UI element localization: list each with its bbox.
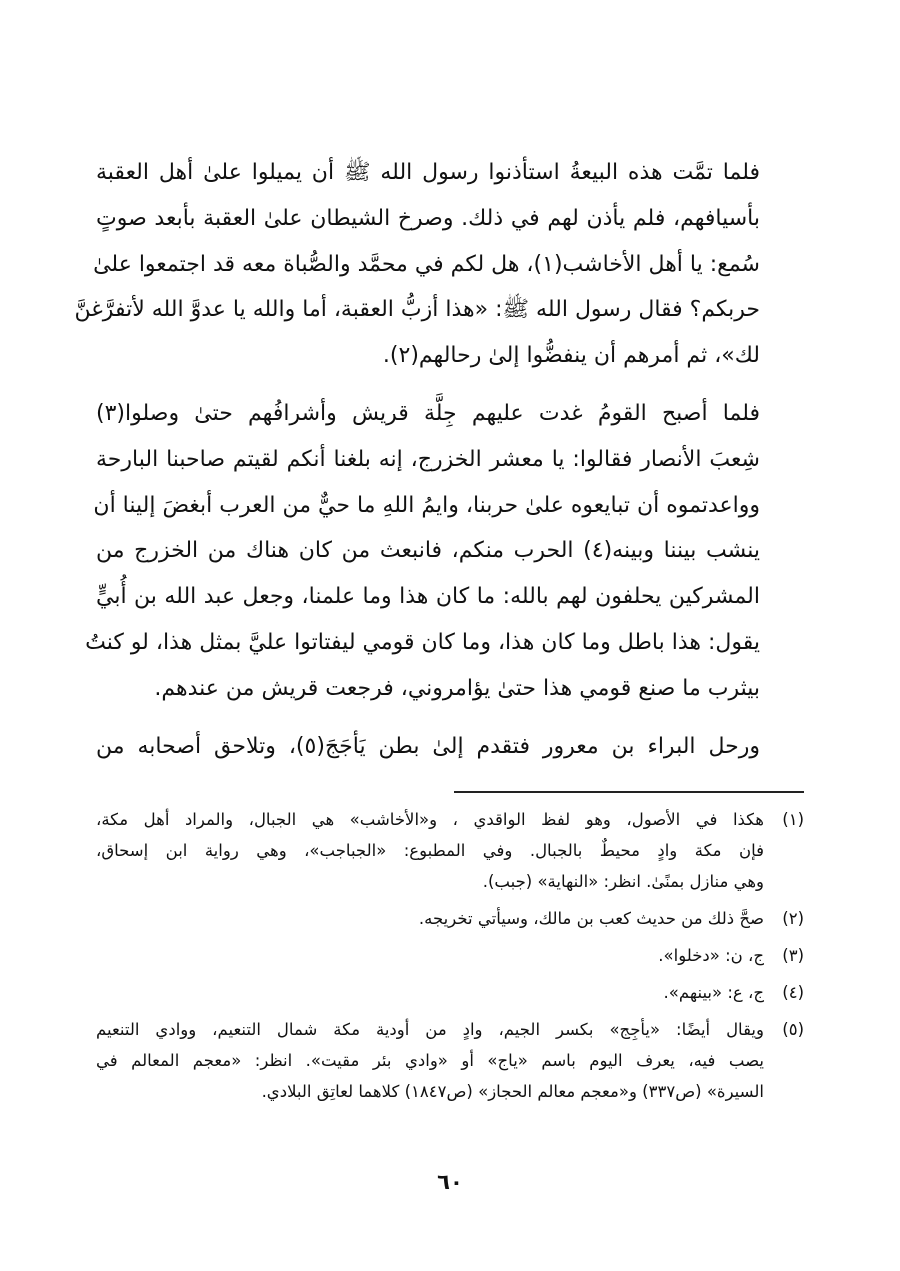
text-line: بيثرب ما صنع قومي هذا حتىٰ يؤامروني، فرجعت قريش من عندهم. <box>154 675 760 701</box>
footnotes <box>96 804 804 1113</box>
paragraph-3 <box>96 724 804 770</box>
text-line: يقول: هذا باطل وما كان هذا، وما كان قومي ليفتاتوا عليَّ بمثل هذا، لو كنتُ <box>85 629 760 655</box>
text-line: بأسيافهم، فلم يأذن لهم في ذلك. وصرخ الشيطان علىٰ العقبة بأبعد صوتٍ <box>96 205 760 231</box>
text-line: شِعبَ الأنصار فقالوا: يا معشر الخزرج، إنه بلغنا أنكم لقيتم صاحبنا البارحة <box>96 446 760 472</box>
footnote-number: (٢) <box>782 909 804 928</box>
footnote-5 <box>96 1014 804 1107</box>
footnote-number: (٥) <box>782 1020 804 1039</box>
footnote-number: (١) <box>782 810 804 829</box>
footnote-3 <box>96 940 804 971</box>
main-text <box>74 150 804 769</box>
footnote-line: ج، ع: «بينهم». <box>663 983 764 1002</box>
text-line: حربكم؟ فقال رسول الله ﷺ: «هذا أزبُّ العقبة، أما والله يا عدوَّ الله لأتفرَّغنَّ <box>74 297 760 323</box>
footnote-line: ج، ن: «دخلوا». <box>658 946 764 965</box>
footnote-4 <box>96 977 804 1008</box>
text-line: وواعدتموه أن تبايعوه علىٰ حربنا، وايمُ اللهِ ما حيٌّ من العرب أبغضَ إلينا أن <box>93 492 760 518</box>
paragraph-1 <box>74 150 804 379</box>
text-line: المشركين يحلفون لهم بالله: ما كان هذا وما علمنا، وجعل عبد الله بن أُبيٍّ <box>96 584 760 610</box>
text-line: لك»، ثم أمرهم أن ينفضُّوا إلىٰ رحالهم(٢). <box>382 343 760 369</box>
footnote-line: يصب فيه، يعرف اليوم باسم «ياج» أو «وادي بئر مقيت». انظر: «معجم المعالم في <box>96 1051 764 1070</box>
footnote-number: (٣) <box>782 946 804 965</box>
footnote-line: وهي منازل بمنًىٰ. انظر: «النهاية» (جبب). <box>482 872 764 891</box>
text-line: ينشب بيننا وبينه(٤) الحرب منكم، فانبعث من كان هناك من الخزرج من <box>96 538 761 564</box>
footnote-separator <box>454 791 804 793</box>
footnote-line: السيرة» (ص٣٣٧) و«معجم معالم الحجاز» (ص١٨٤٧) كلاهما لعاتِق البلادي. <box>261 1082 764 1101</box>
footnote-line: فإن مكة وادٍ محيطٌ بالجبال. وفي المطبوع: «الجباجب»، وهي رواية ابن إسحاق، <box>96 841 764 860</box>
text-line: فلما تمَّت هذه البيعةُ استأذنوا رسول الله ﷺ أن يميلوا علىٰ أهل العقبة <box>96 160 760 185</box>
footnote-line: هكذا في الأصول، وهو لفظ الواقدي ، و«الأخاشب» هي الجبال، والمراد أهل مكة، <box>96 810 764 829</box>
paragraph-2 <box>85 391 804 712</box>
footnote-line: صحَّ ذلك من حديث كعب بن مالك، وسيأتي تخريجه. <box>418 909 764 928</box>
footnote-2 <box>96 903 804 934</box>
page-number: ٦٠ <box>437 1170 463 1194</box>
footnote-number: (٤) <box>782 983 804 1002</box>
footnote-1 <box>96 804 804 897</box>
text-line: فلما أصبح القومُ غدت عليهم جِلَّة قريش وأشرافُهم حتىٰ وصلوا(٣) <box>96 400 760 426</box>
text-line: ورحل البراء بن معرور فتقدم إلىٰ بطن يَأجَجَ(٥)، وتلاحق أصحابه من <box>96 733 760 759</box>
text-line: سُمع: يا أهل الأخاشب(١)، هل لكم في محمَّد والصُّباة معه قد اجتمعوا علىٰ <box>93 251 760 277</box>
footnote-line: ويقال أيضًا: «يأجِج» بكسر الجيم، وادٍ من أودية مكة شمال التنعيم، ووادي التنعيم <box>96 1020 764 1039</box>
